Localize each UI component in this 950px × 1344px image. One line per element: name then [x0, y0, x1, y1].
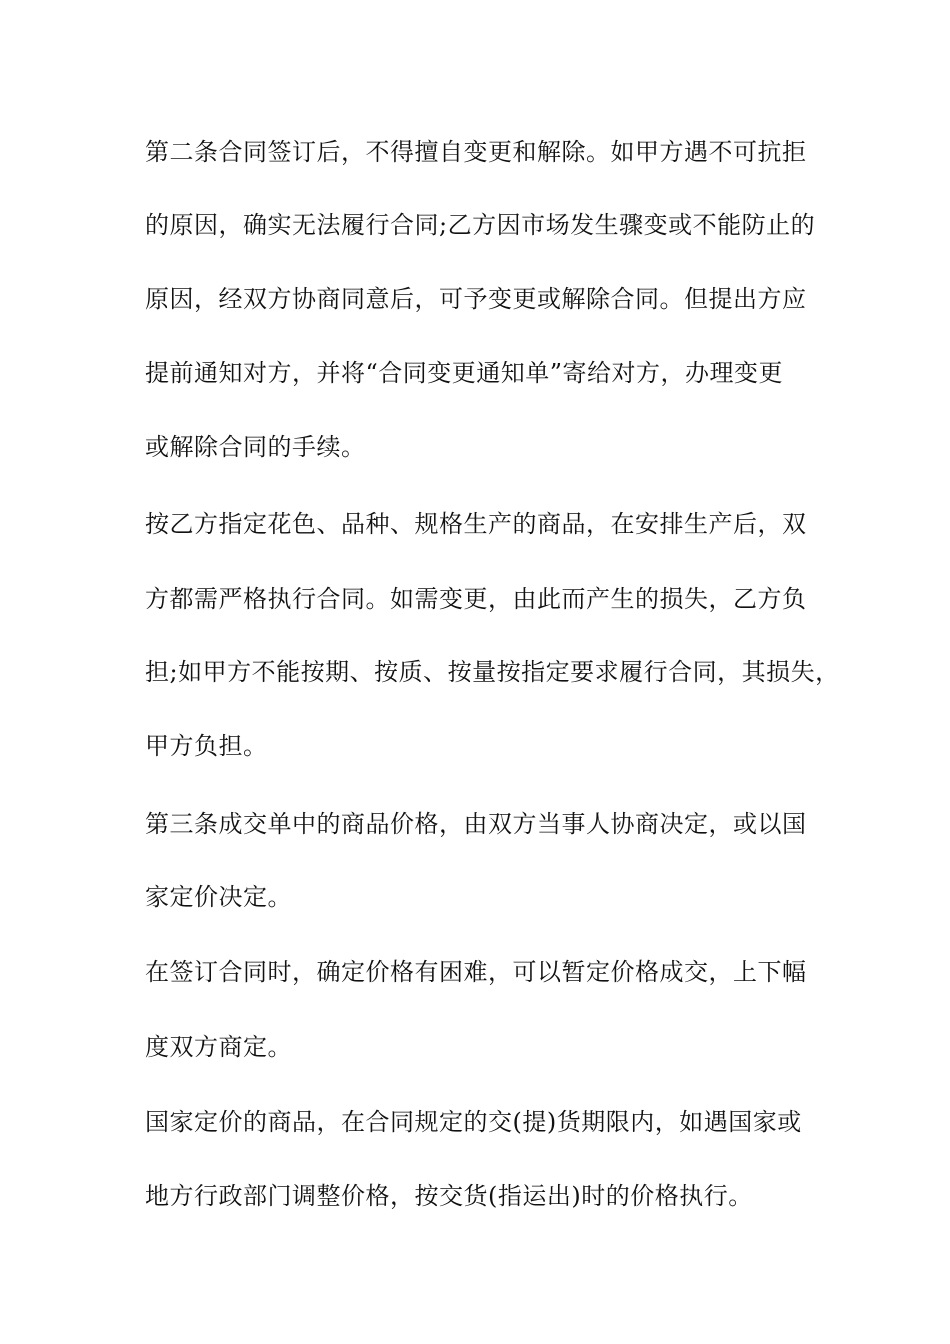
text-line: 地方行政部门调整价格，按交货(指运出)时的价格执行。 [145, 1182, 753, 1210]
text-line: 方都需严格执行合同。如需变更，由此而产生的损失，乙方负 [145, 585, 807, 613]
text-line: 国家定价的商品，在合同规定的交(提)货期限内，如遇国家或 [145, 1108, 802, 1136]
text-line: 或解除合同的手续。 [145, 433, 366, 461]
text-line: 第三条成交单中的商品价格，由双方当事人协商决定，或以国 [145, 810, 807, 838]
text-line: 家定价决定。 [145, 883, 292, 911]
text-line: 原因，经双方协商同意后，可予变更或解除合同。但提出方应 [145, 285, 807, 313]
text-line: 的原因，确实无法履行合同;乙方因市场发生骤变或不能防止的 [145, 211, 816, 239]
text-line: 第二条合同签订后，不得擅自变更和解除。如甲方遇不可抗拒 [145, 138, 807, 166]
text-line: 提前通知对方，并将“合同变更通知单”寄给对方，办理变更 [145, 359, 784, 387]
text-line: 甲方负担。 [145, 732, 268, 760]
text-line: 度双方商定。 [145, 1033, 292, 1061]
text-line: 按乙方指定花色、品种、规格生产的商品，在安排生产后，双 [145, 510, 807, 538]
text-line: 在签订合同时，确定价格有困难，可以暂定价格成交，上下幅 [145, 958, 807, 986]
text-line: 担;如甲方不能按期、按质、按量按指定要求履行合同，其损失， [145, 658, 840, 686]
